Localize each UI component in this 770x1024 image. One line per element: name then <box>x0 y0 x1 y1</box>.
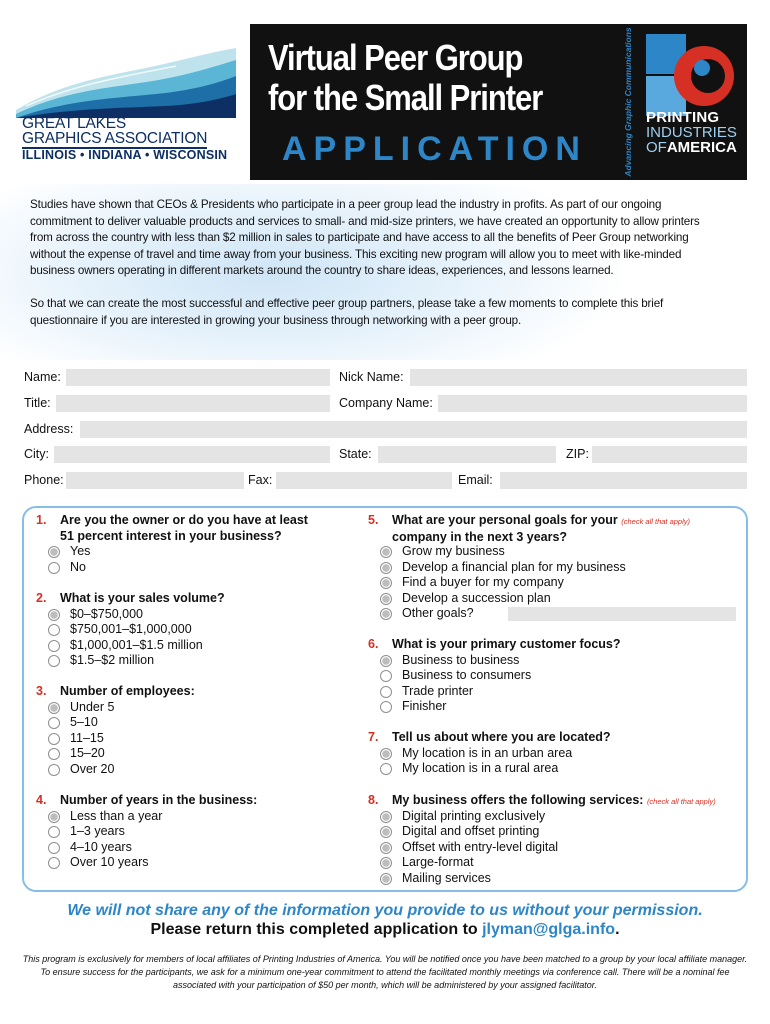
q8-option[interactable] <box>402 824 539 840</box>
check-all-note: (check all that apply) <box>646 797 716 806</box>
option-label: $1.5–$2 million <box>70 653 155 667</box>
state-label: State: <box>339 447 372 461</box>
glga-wave-icon <box>16 48 236 118</box>
q3-option[interactable] <box>70 731 104 747</box>
radio-icon[interactable] <box>48 764 60 776</box>
question-title <box>392 793 716 810</box>
title-line1: Virtual Peer Group <box>268 37 523 78</box>
radio-icon[interactable] <box>48 640 60 652</box>
radio-icon[interactable] <box>48 562 60 574</box>
state-field[interactable] <box>378 446 556 463</box>
radio-icon[interactable] <box>380 857 392 869</box>
option-label: 11–15 <box>70 730 104 745</box>
q8-option[interactable] <box>402 855 474 871</box>
q3-option[interactable] <box>70 715 98 731</box>
zip-field[interactable] <box>592 446 747 463</box>
option-label: Over 20 <box>70 761 115 776</box>
question-title <box>60 513 308 544</box>
glga-states: ILLINOIS • INDIANA • WISCONSIN <box>22 148 228 162</box>
pia-line3-america: AMERICA <box>666 139 737 156</box>
radio-icon[interactable] <box>380 842 392 854</box>
pia-logo-icon <box>642 32 742 120</box>
option-label: Grow my business <box>402 544 505 558</box>
option-label: $1,000,001–$1.5 million <box>70 637 203 652</box>
question-title-text: My business offers the following services: <box>392 793 644 807</box>
q8-option[interactable] <box>402 840 558 856</box>
question-title <box>392 513 690 545</box>
q5-option[interactable] <box>402 560 626 576</box>
q8-option[interactable] <box>402 871 491 887</box>
question-title: Tell us about where you are located? <box>392 730 611 744</box>
option-label: Develop a financial plan for my business <box>402 559 626 574</box>
radio-icon[interactable] <box>380 670 392 682</box>
question-number: 5. <box>368 513 379 527</box>
question-number: 4. <box>36 793 47 807</box>
question-title: What is your primary customer focus? <box>392 637 621 651</box>
radio-icon[interactable] <box>380 655 392 667</box>
radio-icon[interactable] <box>380 811 392 823</box>
other-goals-field[interactable] <box>508 607 736 621</box>
option-label: 5–10 <box>70 715 98 729</box>
glga-name <box>22 116 207 149</box>
radio-icon[interactable] <box>380 701 392 713</box>
glga-name-line2: GRAPHICS ASSOCIATION <box>22 130 208 147</box>
pia-line3-of: OF <box>646 139 667 156</box>
title-field[interactable] <box>56 395 330 412</box>
intro-text <box>30 196 725 328</box>
return-period: . <box>615 921 620 938</box>
q2-option[interactable] <box>70 638 203 654</box>
option-label: Digital printing exclusively <box>402 808 546 823</box>
name-label: Name: <box>24 370 61 384</box>
radio-icon[interactable] <box>48 609 60 621</box>
pia-line3 <box>646 140 737 155</box>
nick-name-label: Nick Name: <box>339 370 404 384</box>
title-line2: for the Small Printer <box>268 77 543 118</box>
zip-label: ZIP: <box>566 447 589 461</box>
radio-icon[interactable] <box>48 624 60 636</box>
radio-icon[interactable] <box>48 546 60 558</box>
radio-icon[interactable] <box>48 842 60 854</box>
option-label: Offset with entry-level digital <box>402 839 559 854</box>
return-email-link[interactable]: jlyman@glga.info <box>482 921 616 938</box>
phone-label: Phone: <box>24 473 64 487</box>
address-field[interactable] <box>80 421 747 438</box>
title-banner <box>250 24 747 180</box>
radio-icon[interactable] <box>48 826 60 838</box>
radio-icon[interactable] <box>380 608 392 620</box>
radio-icon[interactable] <box>48 811 60 823</box>
q7-option[interactable] <box>402 746 572 762</box>
privacy-statement: We will not share any of the information you provide to us without your permission. <box>67 902 703 919</box>
q3-option[interactable] <box>70 700 114 716</box>
pia-logo-text <box>646 110 737 155</box>
q4-option[interactable] <box>70 840 132 856</box>
city-label: City: <box>24 447 49 461</box>
question-title-line2: 51 percent interest in your business? <box>60 528 282 543</box>
phone-field[interactable] <box>66 472 244 489</box>
pia-line2: INDUSTRIES <box>646 124 737 141</box>
email-field[interactable] <box>500 472 747 489</box>
option-label: Over 10 years <box>70 855 149 869</box>
question-title: Number of years in the business: <box>60 793 258 807</box>
email-label: Email: <box>458 473 493 487</box>
radio-icon[interactable] <box>380 562 392 574</box>
radio-icon[interactable] <box>48 857 60 869</box>
radio-icon[interactable] <box>380 748 392 760</box>
intro-paragraph-1: Studies have shown that CEOs & Presidents who participate in a peer group lead the industry in profits. As part of our ongoing commitment to deliver valuable products and services to small- and mid-size printers, we have created an opportunity to allow printers from across the country with less than $2 million in sales to participate and have access to all the benefits of Peer Group networking without the expense of travel and time away from your business. This exciting new program will allow you to meet with like-minded business owners operating in different markets around the country to share ideas, experiences, and lessons learned. <box>30 197 700 278</box>
option-label: Business to business <box>402 652 520 667</box>
radio-icon[interactable] <box>380 873 392 885</box>
radio-icon[interactable] <box>380 763 392 775</box>
glga-name-line1: GREAT LAKES <box>22 115 127 132</box>
radio-icon[interactable] <box>380 686 392 698</box>
radio-icon[interactable] <box>48 655 60 667</box>
q6-option[interactable] <box>402 699 446 715</box>
radio-icon[interactable] <box>48 733 60 745</box>
title-label: Title: <box>24 396 51 410</box>
question-number: 3. <box>36 684 47 698</box>
q4-option[interactable] <box>70 855 149 871</box>
q5-option[interactable] <box>402 606 474 622</box>
q5-option[interactable] <box>402 575 564 591</box>
option-label: $750,001–$1,000,000 <box>70 622 192 636</box>
return-text: Please return this completed application to <box>150 921 483 938</box>
option-label: Digital and offset printing <box>402 824 540 838</box>
option-label: Trade printer <box>402 683 474 698</box>
q6-option[interactable] <box>402 668 531 684</box>
q4-option[interactable] <box>70 809 162 825</box>
return-instructions <box>0 921 770 939</box>
option-label: My location is in an urban area <box>402 745 573 760</box>
option-label: Less than a year <box>70 808 163 823</box>
header <box>0 0 770 190</box>
option-label: Mailing services <box>402 870 491 885</box>
title-application: APPLICATION <box>282 130 587 168</box>
question-number: 7. <box>368 730 379 744</box>
q5-option[interactable] <box>402 591 551 607</box>
option-label: 4–10 years <box>70 839 132 854</box>
option-label: Finisher <box>402 699 447 713</box>
radio-icon[interactable] <box>380 826 392 838</box>
page-title <box>268 38 569 118</box>
q2-option[interactable] <box>70 622 192 638</box>
pia-tagline <box>619 26 637 178</box>
radio-icon[interactable] <box>380 577 392 589</box>
q3-option[interactable] <box>70 746 105 762</box>
q5-option[interactable] <box>402 544 505 560</box>
question-title: What is your sales volume? <box>60 591 225 605</box>
question-number: 6. <box>368 637 379 651</box>
radio-icon[interactable] <box>380 593 392 605</box>
city-field[interactable] <box>54 446 330 463</box>
check-all-note: (check all that apply) <box>621 517 691 526</box>
name-field[interactable] <box>66 369 330 386</box>
intro-paragraph-2: So that we can create the most successful and effective peer group partners, please take a few moments to complete this brief questionnaire if you are interested in growing your business through networking with a peer group. <box>30 295 664 327</box>
fine-print: This program is exclusively for members of local affiliates of Printing Industries of America. You will be notified once you have been matched to a group by your local affiliate manager. To ensure success for the participants, we ask for a minimum one-year commitment to attend the facilitated monthly meetings via conference call. There will be a nominal fee associated with your participation of $50 per month, which will be administered by your assigned facilitator. <box>22 954 748 990</box>
q2-option[interactable] <box>70 653 154 669</box>
q1-option-yes[interactable] <box>70 544 90 560</box>
question-number: 1. <box>36 513 47 527</box>
option-label: Large-format <box>402 855 474 869</box>
option-label: Under 5 <box>70 699 115 714</box>
option-label: No <box>70 559 86 574</box>
radio-icon[interactable] <box>380 546 392 558</box>
company-name-field[interactable] <box>438 395 747 412</box>
question-title-line1: What are your personal goals for your <box>392 513 618 527</box>
option-label: Yes <box>70 544 91 558</box>
option-label: Develop a succession plan <box>402 590 551 605</box>
pia-tagline-text: Advancing Graphic Communications <box>623 27 633 177</box>
option-label: My location is in a rural area <box>402 761 559 775</box>
option-label: 1–3 years <box>70 824 125 838</box>
nick-name-field[interactable] <box>410 369 747 386</box>
question-title: Number of employees: <box>60 684 195 698</box>
pia-line1: PRINTING <box>646 109 720 126</box>
question-title-line1: Are you the owner or do you have at least <box>60 513 308 527</box>
q3-option[interactable] <box>70 762 114 778</box>
radio-icon[interactable] <box>48 748 60 760</box>
question-number: 8. <box>368 793 379 807</box>
option-label: Business to consumers <box>402 668 532 682</box>
q1-option-no[interactable] <box>70 560 86 576</box>
option-label: Find a buyer for my company <box>402 575 564 589</box>
q4-option[interactable] <box>70 824 125 840</box>
q8-option[interactable] <box>402 809 545 825</box>
radio-icon[interactable] <box>48 717 60 729</box>
option-label: $0–$750,000 <box>70 606 143 621</box>
option-label: 15–20 <box>70 746 105 760</box>
q2-option[interactable] <box>70 607 143 623</box>
q6-option[interactable] <box>402 653 519 669</box>
address-label: Address: <box>24 422 74 436</box>
fax-label: Fax: <box>248 473 273 487</box>
option-label: Other goals? <box>402 606 474 620</box>
fax-field[interactable] <box>276 472 452 489</box>
question-number: 2. <box>36 591 47 605</box>
q7-option[interactable] <box>402 761 558 777</box>
glga-logo <box>16 48 236 166</box>
radio-icon[interactable] <box>48 702 60 714</box>
q6-option[interactable] <box>402 684 473 700</box>
question-title-line2: company in the next 3 years? <box>392 529 568 544</box>
company-name-label: Company Name: <box>339 396 433 410</box>
